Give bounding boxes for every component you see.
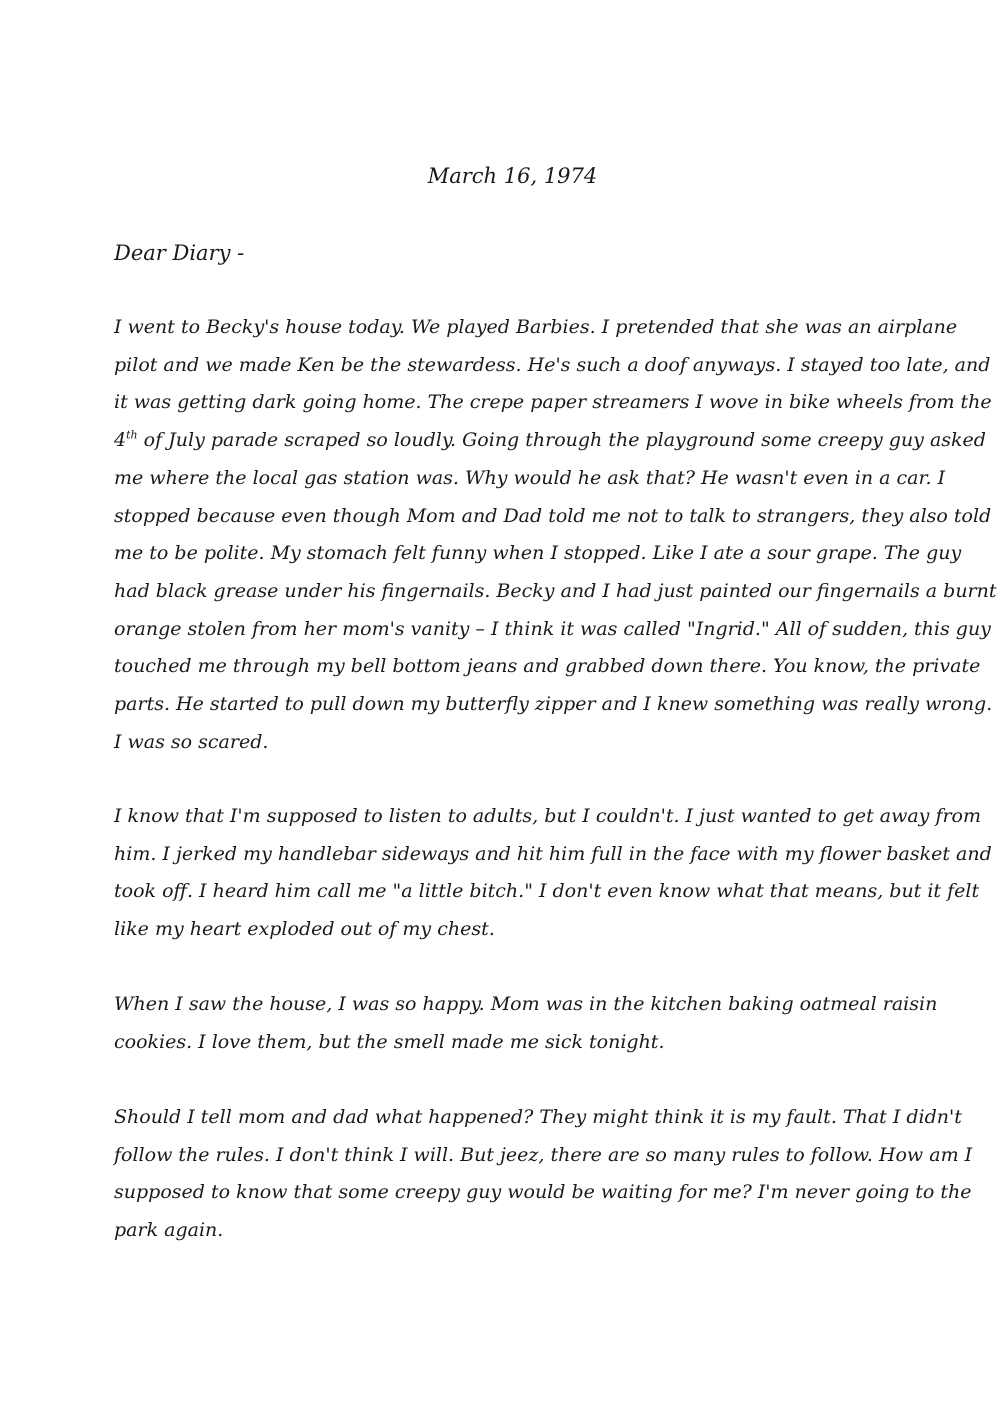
text-line: cookies. I love them, but the smell made me sick tonight.	[114, 1030, 665, 1053]
text-line: I know that I'm supposed to listen to adults, but I couldn't. I just wanted to get away from	[114, 805, 982, 827]
text-line: I was so scared.	[114, 730, 269, 753]
text-line: like my heart exploded out of my chest.	[114, 918, 495, 941]
text-line: took off. I heard him call me "a little bitch." I don't even know what that means, but it felt	[114, 880, 980, 903]
text-line: follow the rules. I don't think I will. But jeez, there are so many rules to follow. How am I	[114, 1143, 973, 1166]
text-line: touched me through my bell bottom jeans and grabbed down there. You know, the private	[114, 655, 981, 678]
text-line: it was getting dark going home. The crepe paper streamers I wove in bike wheels from the	[114, 391, 992, 414]
text-line: orange stolen from her mom's vanity – I think it was called "Ingrid." All of sudden, this guy	[114, 617, 991, 640]
text-line: supposed to know that some creepy guy would be waiting for me? I'm never going to the	[114, 1181, 972, 1204]
paragraph-2	[114, 798, 992, 949]
ordinal-suffix: th	[126, 428, 138, 442]
ordinal-number: 4	[114, 429, 127, 452]
text-line: parts. He started to pull down my butterfly zipper and I knew something was really wrong.	[114, 693, 993, 716]
paragraph-3	[114, 986, 938, 1061]
salutation: Dear Diary -	[114, 241, 245, 265]
text-line: Should I tell mom and dad what happened? They might think it is my fault. That I didn't	[114, 1106, 962, 1128]
text-line: park again.	[114, 1219, 224, 1242]
text-line: him. I jerked my handlebar sideways and hit him full in the face with my flower basket and	[114, 842, 992, 865]
text-line: me where the local gas station was. Why would he ask that? He wasn't even in a car. I	[114, 466, 946, 489]
line-text: of July parade scraped so loudly. Going through the playground some creepy guy asked	[137, 429, 986, 452]
entry-date: March 16, 1974	[427, 164, 598, 188]
text-line: had black grease under his fingernails. Becky and I had just painted our fingernails a burnt	[114, 579, 997, 602]
text-line: I went to Becky's house today. We played Barbies. I pretended that she was an airplane	[114, 316, 958, 338]
text-line	[114, 422, 986, 460]
text-line: pilot and we made Ken be the stewardess. He's such a doof anyways. I stayed too late, and	[114, 353, 991, 376]
text-line: When I saw the house, I was so happy. Mom was in the kitchen baking oatmeal raisin	[114, 993, 938, 1015]
text-line: stopped because even though Mom and Dad told me not to talk to strangers, they also told	[114, 504, 992, 527]
paragraph-4	[114, 1099, 973, 1250]
text-line: me to be polite. My stomach felt funny when I stopped. Like I ate a sour grape. The guy	[114, 542, 962, 565]
paragraph-1	[114, 309, 997, 761]
